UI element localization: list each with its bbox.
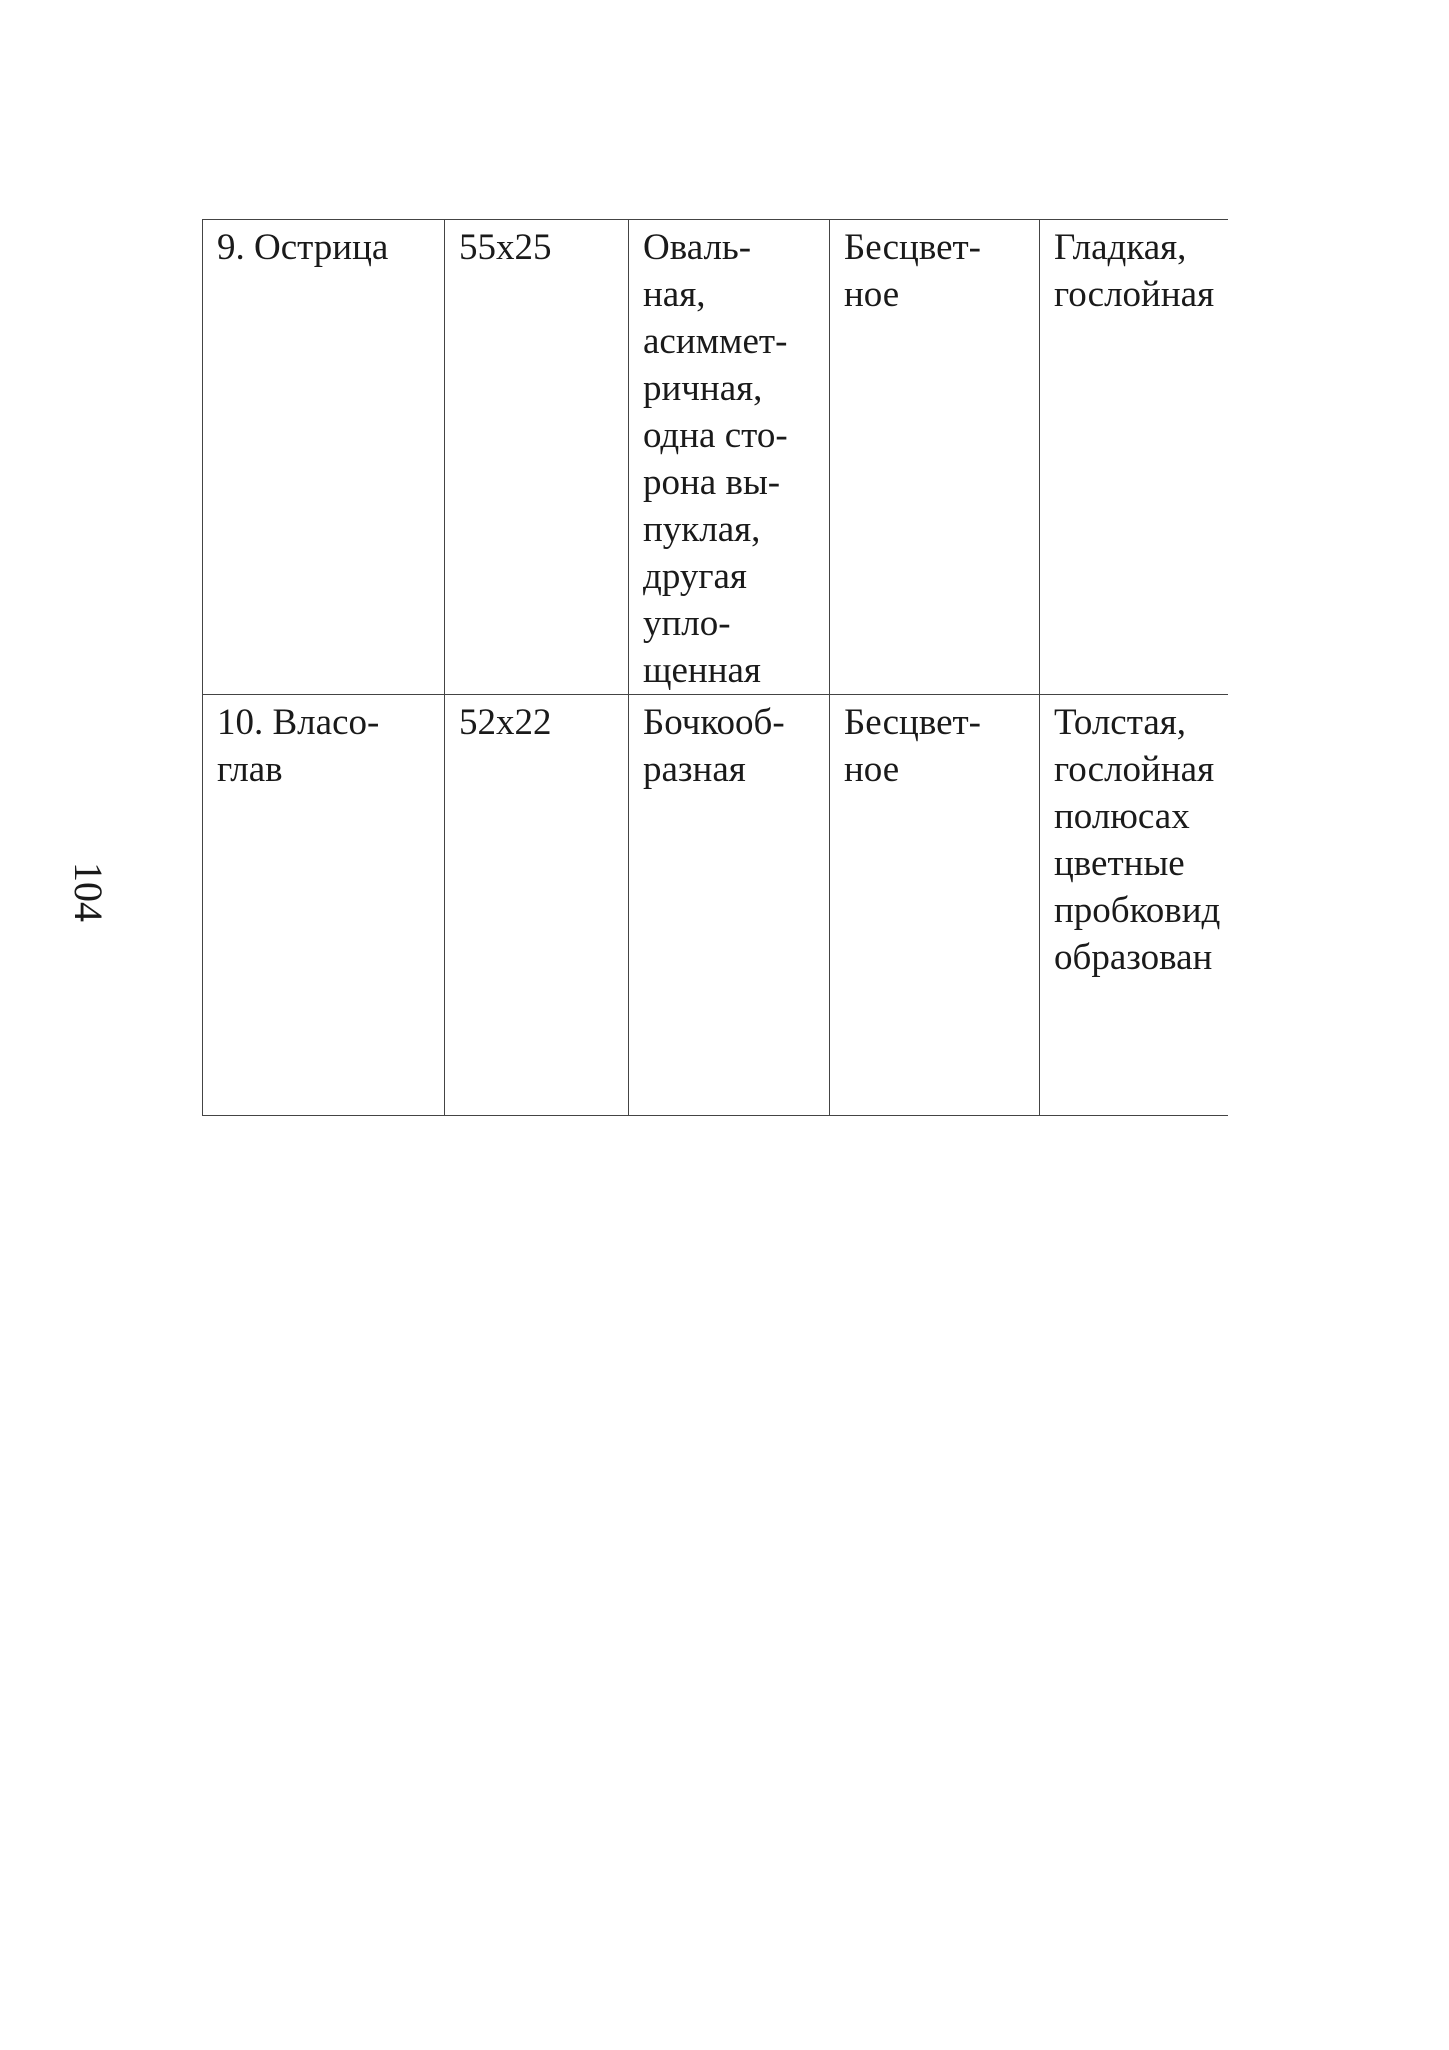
cell-shell: Гладкая, гослойная [1040, 220, 1229, 695]
table-row [203, 220, 1229, 695]
cell-shell: Толстая, гослойная полюсах цветные пробковид образован [1040, 695, 1229, 1116]
eggs-table [202, 219, 1228, 1116]
cell-color: Бесцвет- ное [830, 220, 1040, 695]
cell-color: Бесцвет- ное [830, 695, 1040, 1116]
cell-size: 55x25 [445, 220, 629, 695]
cell-shape: Бочкооб- разная [629, 695, 830, 1116]
page-number: 104 [66, 862, 111, 922]
cell-size: 52x22 [445, 695, 629, 1116]
table-row [203, 695, 1229, 1116]
cell-shape: Оваль- ная, асиммет- ричная, одна сто- рона вы- пуклая, другая упло- щенная [629, 220, 830, 695]
cell-name: 9. Острица [203, 220, 445, 695]
table-viewport [202, 219, 1228, 1119]
cell-name: 10. Власо- глав [203, 695, 445, 1116]
